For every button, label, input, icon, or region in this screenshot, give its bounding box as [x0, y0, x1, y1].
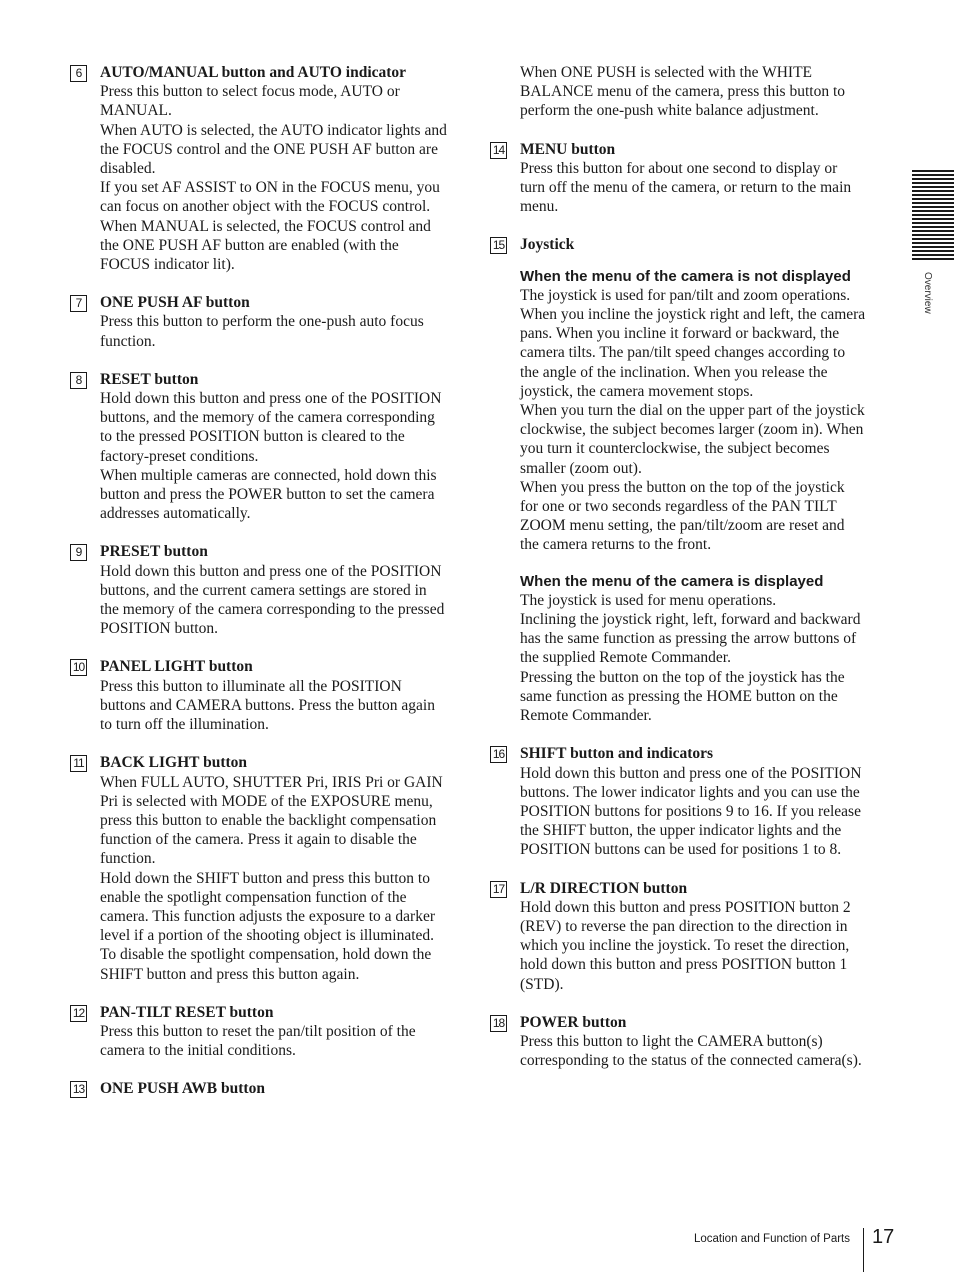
paragraph: Hold down this button and press one of the POSITION buttons, and the current camera settings are stored in the memory of the camera corresponding to the pressed POSITION button.	[100, 562, 445, 638]
paragraph: When FULL AUTO, SHUTTER Pri, IRIS Pri or GAIN Pri is selected with MODE of the EXPOSURE menu, press this button to enable the backlight compensation function of the camera. Press it again to disable the function.	[100, 773, 443, 868]
item-one-push-af	[70, 293, 448, 351]
paragraph: To disable the spotlight compensation, hold down the SHIFT button and press this button again.	[100, 946, 432, 983]
item-reset	[70, 370, 448, 524]
paragraph: Press this button to illuminate all the POSITION buttons and CAMERA buttons. Press the button again to turn off the illumination.	[100, 677, 435, 734]
item-power	[490, 1013, 866, 1071]
item-number: 16	[490, 746, 507, 763]
paragraph: Hold down this button and press one of the POSITION buttons. The lower indicator lights and you can use the POSITION buttons for positions 9 to 16. If you release the SHIFT button, the upper indicator lights and the POSITION buttons can be used for positions 1 to 8.	[520, 764, 862, 859]
item-title: ONE PUSH AF button	[100, 294, 250, 312]
item-title: ONE PUSH AWB button	[100, 1080, 265, 1098]
paragraph: The joystick is used for pan/tilt and zoom operations.	[520, 286, 851, 304]
paragraph: When AUTO is selected, the AUTO indicator lights and the FOCUS control and the ONE PUSH AF button are disabled.	[100, 121, 447, 178]
paragraph: When you press the button on the top of the joystick for one or two seconds regardless of the PAN TILT ZOOM menu setting, the pan/tilt/zoom are reset and the camera returns to the front.	[520, 478, 845, 554]
item-number: 17	[490, 881, 507, 898]
item-back-light	[70, 753, 448, 983]
item-one-push-awb	[70, 1079, 448, 1098]
item-title: PRESET button	[100, 543, 208, 561]
left-column	[70, 63, 448, 1118]
item-joystick	[490, 235, 866, 725]
paragraph: When you turn the dial on the upper part of the joystick clockwise, the subject becomes larger (zoom in). When you turn it counterclockwise, the subject becomes smaller (zoom out).	[520, 402, 865, 477]
item-title: RESET button	[100, 370, 199, 388]
item-number: 18	[490, 1015, 507, 1032]
item-auto-manual	[70, 63, 448, 274]
item-number: 14	[490, 142, 507, 159]
item-title: PANEL LIGHT button	[100, 658, 253, 676]
item-title: BACK LIGHT button	[100, 754, 248, 772]
item-number: 6	[70, 65, 87, 82]
item-number: 12	[70, 1005, 87, 1022]
paragraph: Press this button to reset the pan/tilt position of the camera to the initial conditions.	[100, 1022, 416, 1060]
item-pan-tilt-reset	[70, 1003, 448, 1061]
item-title: AUTO/MANUAL button and AUTO indicator	[100, 64, 407, 81]
paragraph: When you incline the joystick right and left, the camera pans. When you incline it forward or backward, the camera tilts. The pan/tilt speed changes according to the angle of the inclination. When you release the joystick, the camera movement stops.	[520, 306, 866, 400]
section-tab-bars	[912, 170, 954, 262]
section-tab-label: Overview	[922, 272, 933, 314]
item-title: POWER button	[520, 1013, 627, 1031]
paragraph: Press this button to light the CAMERA button(s) corresponding to the status of the connected camera(s).	[520, 1032, 862, 1070]
paragraph: Press this button to select focus mode, AUTO or MANUAL.	[100, 83, 400, 120]
paragraph: The joystick is used for menu operations.	[520, 591, 777, 609]
paragraph: Hold down this button and press POSITION button 2 (REV) to reverse the pan direction to the direction in which you incline the joystick. To reset the direction, hold down this button and press POSITION button 1 (STD).	[520, 898, 851, 993]
paragraph: Press this button to perform the one-push auto focus function.	[100, 313, 424, 350]
item-number: 11	[70, 755, 87, 772]
item-panel-light	[70, 657, 448, 734]
item-number: 9	[70, 544, 87, 561]
item-number: 10	[70, 659, 87, 676]
paragraph: When MANUAL is selected, the FOCUS control and the ONE PUSH AF button are enabled (with the FOCUS indicator lit).	[100, 217, 431, 274]
item-title: Joystick	[520, 236, 575, 254]
right-column	[490, 63, 866, 1089]
item-number: 8	[70, 372, 87, 389]
item-number: 15	[490, 237, 507, 254]
paragraph: Pressing the button on the top of the joystick has the same function as pressing the HOME button on the Remote Commander.	[520, 668, 845, 725]
paragraph: Press this button for about one second to display or turn off the menu of the camera, or return to the main menu.	[520, 159, 852, 216]
footer-divider	[863, 1228, 864, 1272]
item-number: 7	[70, 295, 87, 312]
page-number: 17	[872, 1226, 895, 1248]
paragraph: Hold down the SHIFT button and press this button to enable the spotlight compensation function of the camera. This function adjusts the exposure to a darker level if a portion of the shooting object is illuminated.	[100, 869, 436, 945]
paragraph: When multiple cameras are connected, hold down this button and press the POWER button to set the camera addresses automatically.	[100, 466, 437, 523]
item-lr-direction	[490, 879, 866, 994]
footer-section-title: Location and Function of Parts	[694, 1233, 850, 1245]
subheading: When the menu of the camera is displayed	[520, 572, 824, 590]
awb-continuation: When ONE PUSH is selected with the WHITE BALANCE menu of the camera, press this button to perform the one-push white balance adjustment.	[520, 64, 846, 120]
paragraph: Hold down this button and press one of the POSITION buttons, and the memory of the camera corresponding to the pressed POSITION button is cleared to the factory-preset conditions.	[100, 390, 442, 465]
item-preset	[70, 542, 448, 638]
item-title: PAN-TILT RESET button	[100, 1003, 274, 1021]
paragraph: If you set AF ASSIST to ON in the FOCUS menu, you can focus on another object with the FOCUS control.	[100, 179, 440, 216]
subheading: When the menu of the camera is not displayed	[520, 267, 851, 285]
paragraph: Inclining the joystick right, left, forward and backward has the same function as pressing the arrow buttons of the supplied Remote Commander.	[520, 611, 861, 667]
item-shift	[490, 744, 866, 859]
item-title: L/R DIRECTION button	[520, 879, 688, 897]
item-number: 13	[70, 1081, 87, 1098]
item-title: SHIFT button and indicators	[520, 745, 714, 763]
item-title: MENU button	[520, 140, 616, 158]
item-menu	[490, 140, 866, 217]
